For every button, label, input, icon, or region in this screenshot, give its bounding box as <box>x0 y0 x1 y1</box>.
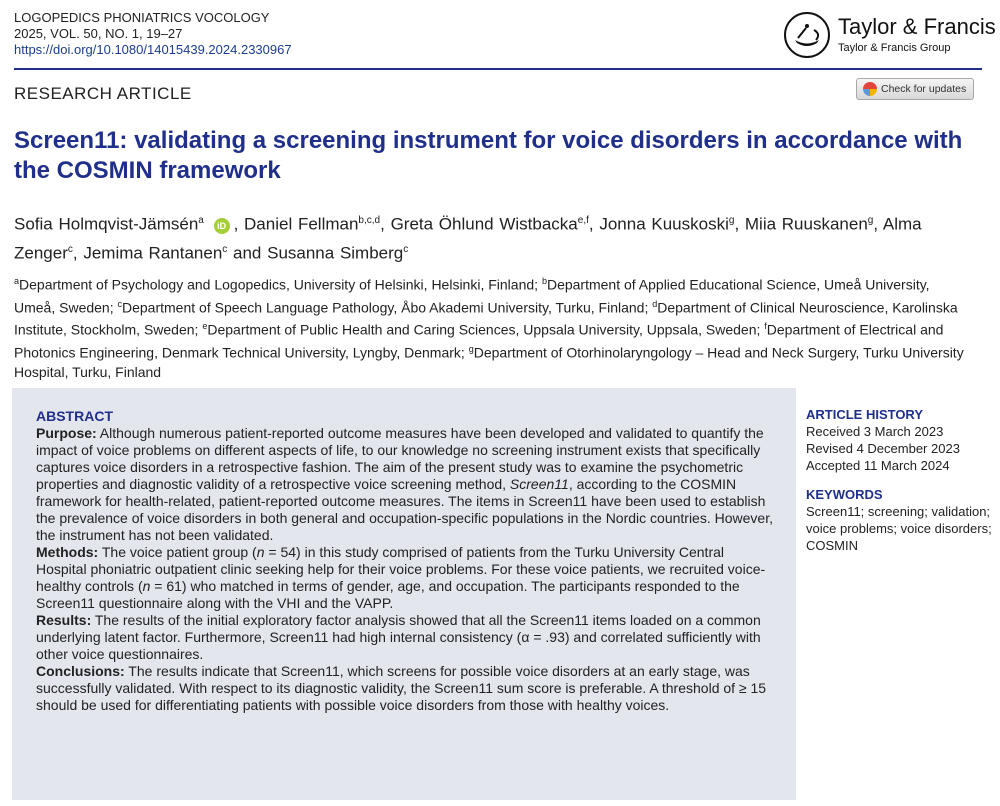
crossmark-icon <box>863 82 877 96</box>
journal-name: LOGOPEDICS PHONIATRICS VOCOLOGY <box>14 10 270 25</box>
author-affiliation: c <box>222 243 228 255</box>
affiliation-text: Department of Electrical and Photonics Engineering, Denmark Technical University, Lyngby, Denmark; <box>14 321 944 361</box>
history-heading: ARTICLE HISTORY <box>806 407 924 422</box>
author-name[interactable]: Daniel Fellman <box>244 214 359 234</box>
orcid-icon[interactable]: iD <box>214 218 230 234</box>
affiliation-key: e <box>202 321 208 332</box>
affiliations <box>14 272 974 382</box>
author-affiliation: a <box>198 215 204 226</box>
history-revised: Revised 4 December 2023 <box>806 441 960 456</box>
abstract <box>36 408 774 714</box>
author-list: Sofia Holmqvist-Jämsén$^a$ iD , Daniel Fellman$^{b,c,d}$, Greta Öhlund Wistbacka$^{e,f}$, Jonna Kuuskoski$^g$, Miia Ruuskanen$^g$, Alma Zenger$^c$, Jemima Rantanen$^c$ and Susanna Simberg$^c$ <box>14 214 922 263</box>
affiliation-key: f <box>764 321 767 332</box>
publisher-name: Taylor & Francis <box>838 14 996 39</box>
purpose-text: Although numerous patient-reported outcome measures have been developed and validated to quantify the impact of voice problems on different aspects of life, to our knowledge no screening instrument exists that specifically captures voice disorders in a retrospective fashion. The aim of the present study was to examine the psychometric properties and diagnostic validity of a retrospective voice screening method, <box>36 425 764 492</box>
methods-text: = 54) in this study comprised of patients from the Turku University Central Hospital phoniatric outpatient clinic seeking help for their voice problems. For these voice patients, we recruited voice-healthy controls ( <box>36 544 766 594</box>
author-name[interactable]: Alma Zenger <box>14 214 922 263</box>
check-for-updates-button[interactable] <box>856 78 974 100</box>
affiliation-key: b <box>541 276 547 286</box>
keywords-text: Screen11; screening; validation; voice problems; voice disorders; COSMIN <box>806 504 992 553</box>
affiliation-key: d <box>652 298 658 309</box>
author-name[interactable]: Jemima Rantanen <box>83 243 223 263</box>
author-affiliation: g <box>867 215 874 226</box>
methods-text: The voice patient group ( <box>98 544 257 560</box>
author-name[interactable]: Sofia Holmqvist-Jämsén <box>14 214 199 234</box>
abstract-conclusions <box>36 663 774 714</box>
lamp-logo-icon <box>784 12 830 58</box>
keywords-heading: KEYWORDS <box>806 487 883 502</box>
check-for-updates-label: Check for updates <box>881 83 967 95</box>
affiliation-text: Department of Clinical Neuroscience, Karolinska Institute, Stockholm, Sweden; <box>14 299 958 338</box>
journal-volume: 2025, VOL. 50, NO. 1, 19–27 <box>14 26 183 41</box>
methods-n: n <box>256 544 265 560</box>
purpose-italic: Screen11 <box>509 476 569 492</box>
methods-n: n <box>142 578 151 594</box>
abstract-purpose <box>36 425 774 544</box>
conclusions-text: The results indicate that Screen11, which screens for possible voice disorders at an early stage, was successfully validated. With respect to its diagnostic validity, the Screen11 sum score is preferable. A threshold of ≥ 15 should be used for differentiating patients with possible voice disorders from those with healthy voices. <box>36 663 767 713</box>
author-affiliation: c <box>67 243 73 255</box>
affiliation-key: a <box>14 276 20 286</box>
publisher-logo <box>784 10 994 60</box>
author-name[interactable]: Susanna Simberg <box>267 243 404 263</box>
affiliation-text: Department of Psychology and Logopedics, University of Helsinki, Helsinki, Finland; <box>19 276 539 293</box>
journal-header <box>14 10 292 58</box>
header-divider <box>14 68 982 70</box>
purpose-text-end: , according to the COSMIN framework for health-related, patient-reported outcome measures. The items in Screen11 have been used to establish the prevalence of voice disorders in both general and occupation-specific populations in the Nordic countries. However, the instrument has not been validated. <box>36 476 773 543</box>
results-label: Results: <box>36 612 92 628</box>
history-accepted: Accepted 11 March 2024 <box>806 458 950 473</box>
author-name[interactable]: Greta Öhlund Wistbacka <box>390 214 578 234</box>
author-name[interactable]: Jonna Kuuskoski <box>599 214 729 234</box>
conclusions-label: Conclusions: <box>36 663 125 679</box>
affiliation-key: g <box>468 343 474 354</box>
article-sidebar <box>806 406 992 554</box>
abstract-heading: ABSTRACT <box>36 408 113 424</box>
affiliation-key: c <box>117 298 122 309</box>
history-received: Received 3 March 2023 <box>806 424 944 439</box>
article-title: Screen11: validating a screening instrument for voice disorders in accordance with the COSMIN framework <box>14 127 963 184</box>
purpose-label: Purpose: <box>36 425 97 441</box>
author-affiliation: e,f <box>577 215 589 226</box>
affiliation-text: Department of Speech Language Pathology, Åbo Akademi University, Turku, Finland; <box>122 299 649 316</box>
author-affiliation: c <box>403 243 409 255</box>
methods-text: = 61) who matched in terms of gender, age, and occupation. The participants responded to the Screen11 questionnaire along with the VHI and the VAPP. <box>36 578 740 611</box>
author-affiliation: g <box>728 215 735 226</box>
author-name[interactable]: Miia Ruuskanen <box>744 214 868 234</box>
affiliation-text: Department of Otorhinolaryngology – Head and Neck Surgery, Turku University Hospital, Turku, Finland <box>14 344 964 380</box>
author-affiliation: b,c,d <box>358 215 381 226</box>
publisher-group: Taylor & Francis Group <box>838 42 951 54</box>
results-text: The results of the initial exploratory factor analysis showed that all the Screen11 items loaded on a common underlying latent factor. Furthermore, Screen11 had high internal consistency (α = .93) and correlated sufficiently with other voice questionnaires. <box>36 612 761 662</box>
methods-label: Methods: <box>36 544 99 560</box>
article-type: RESEARCH ARTICLE <box>14 84 192 103</box>
abstract-methods <box>36 544 774 612</box>
affiliation-text: Department of Applied Educational Science, Umeå University, Umeå, Sweden; <box>14 276 930 316</box>
doi-link[interactable]: https://doi.org/10.1080/14015439.2024.2330967 <box>14 42 292 57</box>
affiliation-text: Department of Public Health and Caring Sciences, Uppsala University, Uppsala, Sweden; <box>207 321 761 338</box>
abstract-results <box>36 612 774 663</box>
